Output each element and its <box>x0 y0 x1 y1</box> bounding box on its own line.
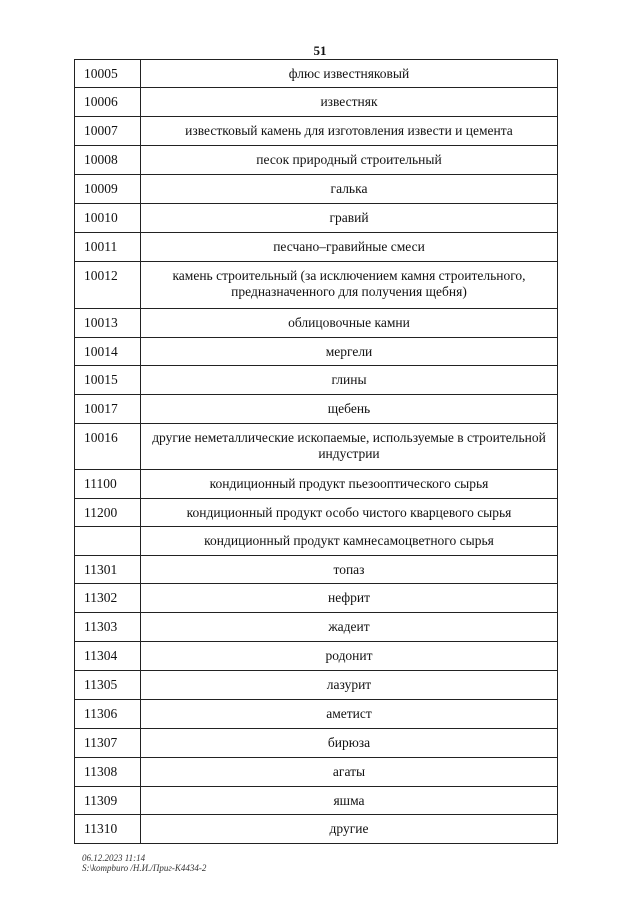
codes-table <box>74 59 558 844</box>
table-row <box>75 424 558 470</box>
row-name: известняк <box>141 88 558 117</box>
row-name: щебень <box>141 395 558 424</box>
table-row <box>75 395 558 424</box>
table-row <box>75 700 558 729</box>
table-row <box>75 309 558 338</box>
row-code: 11306 <box>75 700 141 729</box>
row-name: аметист <box>141 700 558 729</box>
row-code: 10008 <box>75 146 141 175</box>
table-row <box>75 262 558 309</box>
row-name: кондиционный продукт особо чистого кварцевого сырья <box>141 499 558 527</box>
row-name: известковый камень для изготовления извести и цемента <box>141 117 558 146</box>
row-code: 10011 <box>75 233 141 262</box>
row-name: бирюза <box>141 729 558 758</box>
row-code: 11307 <box>75 729 141 758</box>
row-code: 10009 <box>75 175 141 204</box>
row-name: кондиционный продукт пьезооптического сырья <box>141 470 558 499</box>
row-code: 11305 <box>75 671 141 700</box>
table-row <box>75 146 558 175</box>
row-name: камень строительный (за исключением камня строительного, предназначенного для получения щебня) <box>141 262 558 309</box>
row-code: 10006 <box>75 88 141 117</box>
row-code: 10013 <box>75 309 141 338</box>
table-row <box>75 556 558 584</box>
row-code: 10016 <box>75 424 141 470</box>
row-code <box>75 527 141 556</box>
row-name: нефрит <box>141 584 558 613</box>
table-row <box>75 815 558 844</box>
row-name: облицовочные камни <box>141 309 558 338</box>
table-row <box>75 787 558 815</box>
row-code: 10005 <box>75 60 141 88</box>
row-code: 10012 <box>75 262 141 309</box>
table-row <box>75 671 558 700</box>
table-row <box>75 470 558 499</box>
row-name: другие неметаллические ископаемые, используемые в строительной индустрии <box>141 424 558 470</box>
row-code: 11304 <box>75 642 141 671</box>
row-name: другие <box>141 815 558 844</box>
row-code: 11310 <box>75 815 141 844</box>
table-row <box>75 366 558 395</box>
row-code: 10015 <box>75 366 141 395</box>
row-name: жадеит <box>141 613 558 642</box>
table-row <box>75 642 558 671</box>
table-row <box>75 88 558 117</box>
row-name: топаз <box>141 556 558 584</box>
row-name: галька <box>141 175 558 204</box>
footer-path: S:\kompburo /Н.И./Приг-К4434-2 <box>82 863 207 873</box>
footer-datetime: 06.12.2023 11:14 <box>82 853 146 863</box>
row-code: 11309 <box>75 787 141 815</box>
row-name: агаты <box>141 758 558 787</box>
table-row <box>75 499 558 527</box>
table-row <box>75 204 558 233</box>
document-footer <box>82 853 206 873</box>
row-name: родонит <box>141 642 558 671</box>
row-name: кондиционный продукт камнесамоцветного сырья <box>141 527 558 556</box>
row-name: гравий <box>141 204 558 233</box>
table-row <box>75 175 558 204</box>
row-code: 11100 <box>75 470 141 499</box>
row-code: 10014 <box>75 338 141 366</box>
row-code: 10010 <box>75 204 141 233</box>
row-name: флюс известняковый <box>141 60 558 88</box>
row-name: лазурит <box>141 671 558 700</box>
row-code: 11303 <box>75 613 141 642</box>
row-code: 11302 <box>75 584 141 613</box>
table-row <box>75 584 558 613</box>
table-row <box>75 338 558 366</box>
row-code: 11301 <box>75 556 141 584</box>
table-row <box>75 758 558 787</box>
row-code: 11200 <box>75 499 141 527</box>
codes-table-body <box>75 60 558 844</box>
table-row <box>75 233 558 262</box>
row-code: 10007 <box>75 117 141 146</box>
page-number: 51 <box>313 43 327 58</box>
row-name: яшма <box>141 787 558 815</box>
table-row <box>75 60 558 88</box>
row-name: глины <box>141 366 558 395</box>
row-name: песок природный строительный <box>141 146 558 175</box>
table-row <box>75 729 558 758</box>
row-name: мергели <box>141 338 558 366</box>
row-name: песчано–гравийные смеси <box>141 233 558 262</box>
table-row <box>75 527 558 556</box>
table-row <box>75 613 558 642</box>
row-code: 10017 <box>75 395 141 424</box>
table-row <box>75 117 558 146</box>
row-code: 11308 <box>75 758 141 787</box>
